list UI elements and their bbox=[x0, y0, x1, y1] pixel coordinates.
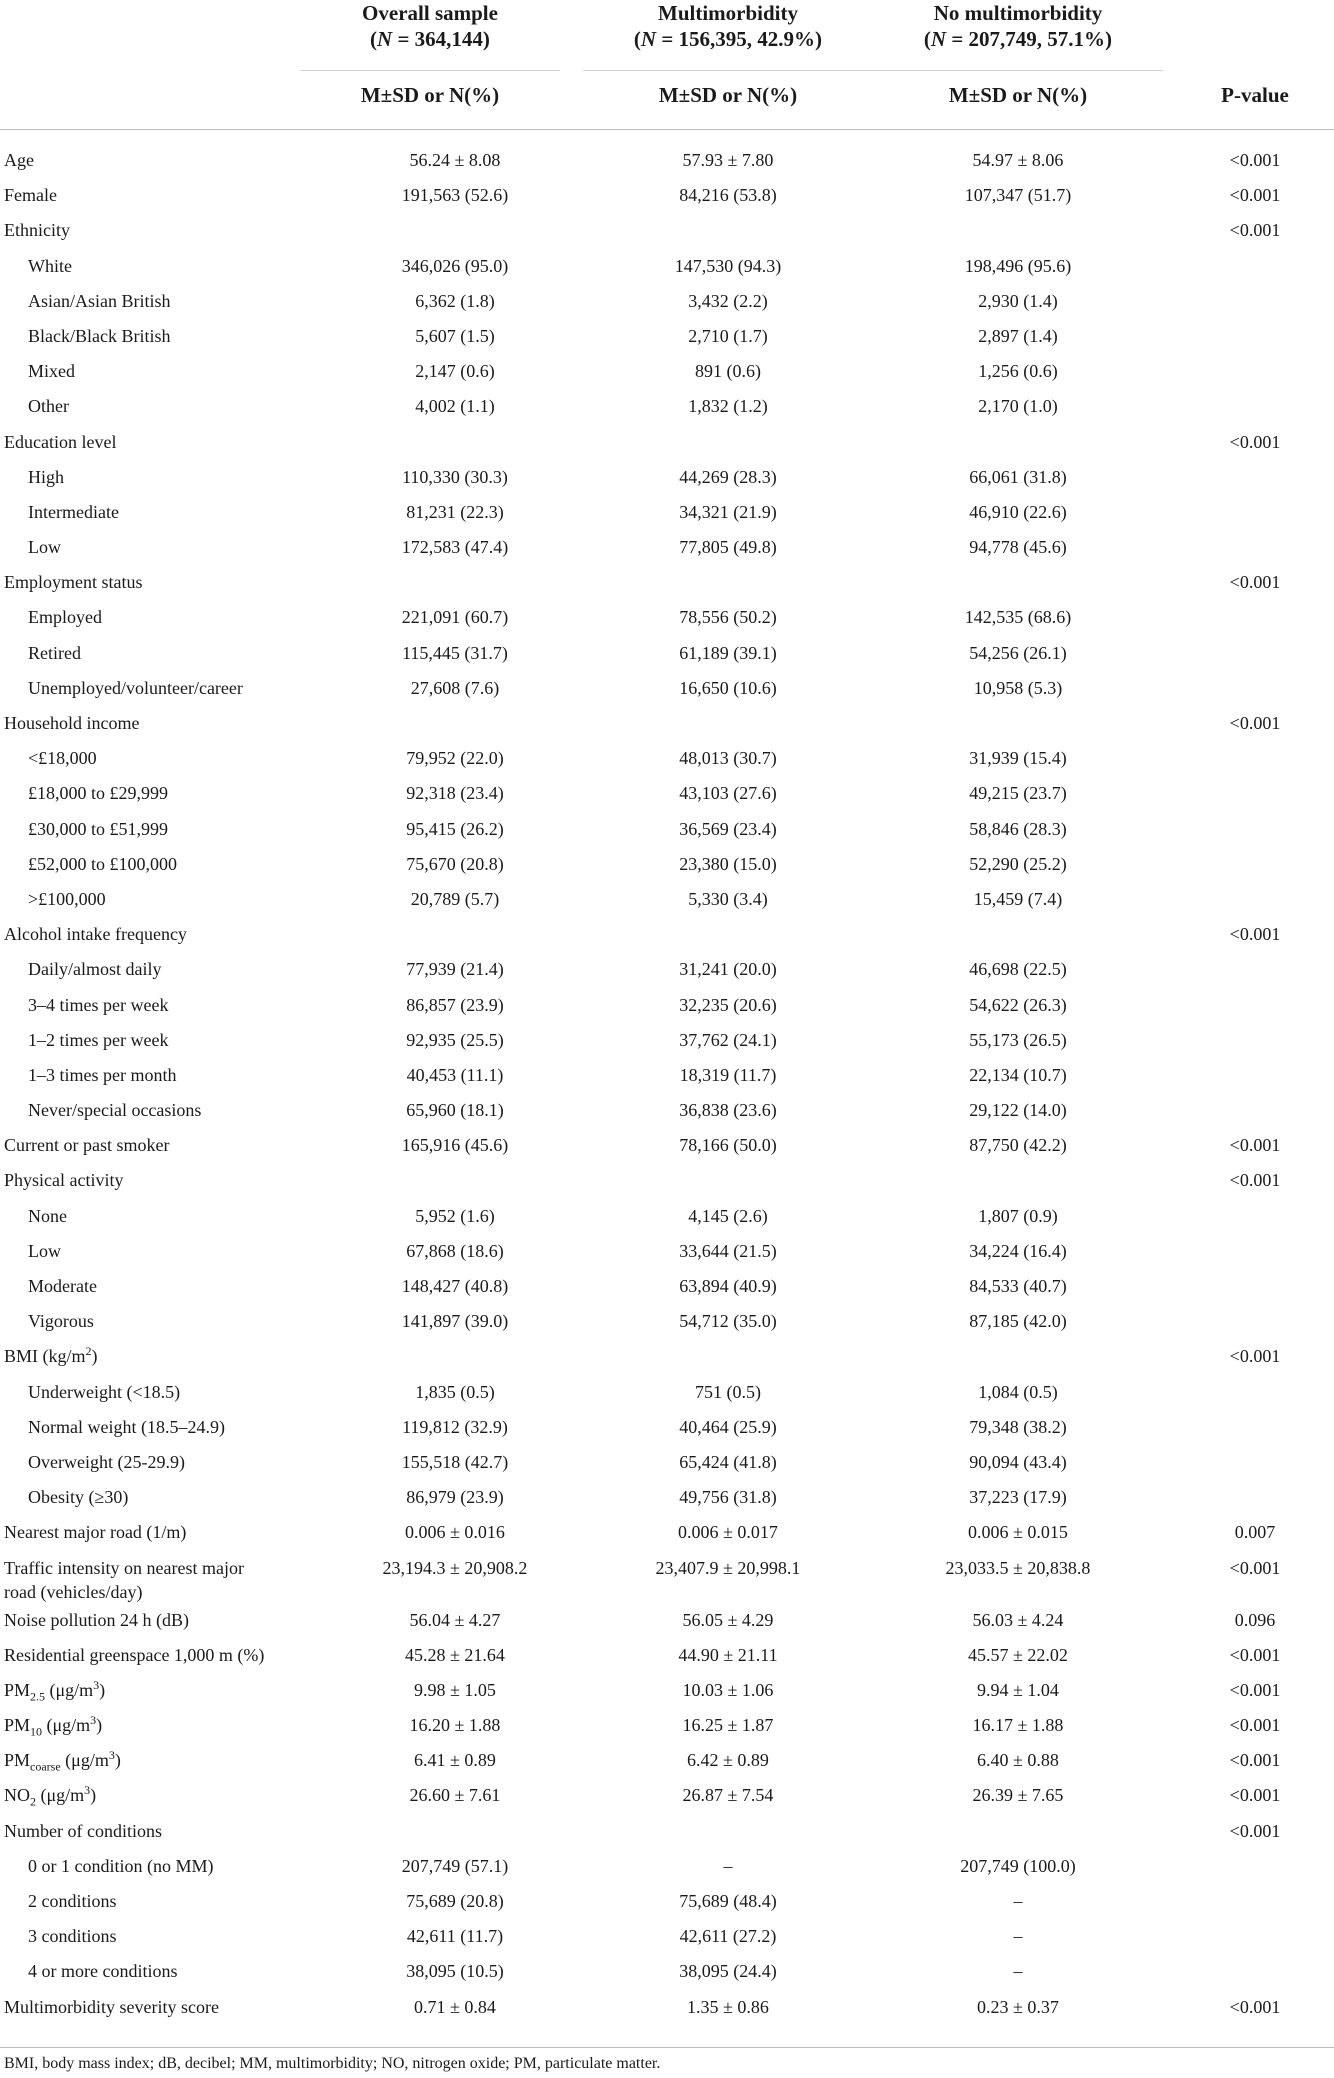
cell-multimorbidity: 33,644 (21.5) bbox=[679, 1240, 777, 1261]
cell-multimorbidity: 31,241 (20.0) bbox=[679, 959, 777, 980]
cell-multimorbidity: 48,013 (30.7) bbox=[679, 748, 777, 769]
row-label: High bbox=[28, 466, 64, 487]
cell-overall: 38,095 (10.5) bbox=[406, 1961, 504, 1982]
cell-multimorbidity: 49,756 (31.8) bbox=[679, 1487, 777, 1508]
cell-multimorbidity: 26.87 ± 7.54 bbox=[682, 1785, 774, 1806]
table-row bbox=[0, 1639, 1334, 1674]
cell-overall: 5,952 (1.6) bbox=[415, 1205, 495, 1226]
cell-multimorbidity: 44.90 ± 21.11 bbox=[678, 1644, 778, 1665]
cell-overall: 221,091 (60.7) bbox=[401, 607, 509, 628]
cell-no-multimorbidity: – bbox=[1013, 1891, 1023, 1911]
table-row bbox=[0, 1552, 1334, 1604]
cell-no-multimorbidity: 87,185 (42.0) bbox=[969, 1311, 1067, 1332]
cell-pvalue: <0.001 bbox=[1229, 1750, 1281, 1771]
cell-multimorbidity: 42,611 (27.2) bbox=[679, 1926, 777, 1947]
table-body bbox=[0, 144, 1334, 2026]
table-row bbox=[0, 989, 1334, 1024]
cell-no-multimorbidity: 46,910 (22.6) bbox=[969, 501, 1067, 522]
cell-no-multimorbidity: 58,846 (28.3) bbox=[969, 818, 1067, 839]
table-row bbox=[0, 1059, 1334, 1094]
cell-pvalue: <0.001 bbox=[1229, 150, 1281, 170]
cell-overall: 23,194.3 ± 20,908.2 bbox=[382, 1557, 528, 1578]
cell-no-multimorbidity: 2,930 (1.4) bbox=[978, 290, 1058, 311]
cell-pvalue: <0.001 bbox=[1229, 572, 1281, 593]
cell-no-multimorbidity: 34,224 (16.4) bbox=[969, 1240, 1067, 1261]
row-label: 4 or more conditions bbox=[28, 1961, 178, 1982]
row-label: Ethnicity bbox=[4, 220, 70, 241]
table-row bbox=[0, 777, 1334, 812]
cell-multimorbidity: 1.35 ± 0.86 bbox=[687, 1996, 769, 2017]
cell-multimorbidity: 38,095 (24.4) bbox=[679, 1961, 777, 1982]
table-row bbox=[0, 1709, 1334, 1744]
row-label: Black/Black British bbox=[28, 325, 171, 346]
table-row bbox=[0, 1674, 1334, 1709]
cell-no-multimorbidity: 1,807 (0.9) bbox=[978, 1205, 1058, 1226]
cell-multimorbidity: 34,321 (21.9) bbox=[679, 501, 777, 522]
row-label: Moderate bbox=[28, 1276, 97, 1296]
cell-overall: 1,835 (0.5) bbox=[415, 1381, 495, 1402]
table-row bbox=[0, 707, 1334, 742]
cell-overall: 75,670 (20.8) bbox=[406, 853, 504, 874]
cell-multimorbidity: 16,650 (10.6) bbox=[679, 677, 777, 698]
table-row bbox=[0, 1481, 1334, 1516]
row-label: Nearest major road (1/m) bbox=[4, 1522, 187, 1543]
cell-pvalue: <0.001 bbox=[1229, 431, 1281, 452]
table-row bbox=[0, 1164, 1334, 1199]
table-row bbox=[0, 1850, 1334, 1885]
row-label: £52,000 to £100,000 bbox=[28, 853, 178, 874]
row-label: Mixed bbox=[28, 361, 75, 382]
row-label: Asian/Asian British bbox=[28, 290, 171, 311]
cell-no-multimorbidity: 37,223 (17.9) bbox=[969, 1487, 1067, 1508]
table-row bbox=[0, 144, 1334, 179]
row-label: Alcohol intake frequency bbox=[4, 924, 187, 945]
cell-multimorbidity: 23,380 (15.0) bbox=[679, 853, 777, 874]
table-row bbox=[0, 1516, 1334, 1551]
cell-multimorbidity: 36,838 (23.6) bbox=[679, 1100, 777, 1121]
cell-no-multimorbidity: – bbox=[1013, 1961, 1023, 1982]
table-row bbox=[0, 1305, 1334, 1340]
cell-no-multimorbidity: 55,173 (26.5) bbox=[969, 1029, 1067, 1050]
cell-multimorbidity: 44,269 (28.3) bbox=[679, 466, 777, 487]
table-row bbox=[0, 1744, 1334, 1779]
group-n: (N = 207,749, 57.1%) bbox=[923, 27, 1113, 51]
cell-multimorbidity: 2,710 (1.7) bbox=[688, 325, 768, 346]
table-row bbox=[0, 1024, 1334, 1059]
table-row bbox=[0, 390, 1334, 425]
row-label: Age bbox=[4, 150, 34, 170]
table-row bbox=[0, 320, 1334, 355]
table-row bbox=[0, 355, 1334, 390]
table-row bbox=[0, 1270, 1334, 1305]
row-label: 2 conditions bbox=[28, 1891, 117, 1911]
subheader-multimorbidity: M±SD or N(%) bbox=[658, 83, 798, 107]
cell-overall: 6,362 (1.8) bbox=[415, 290, 495, 311]
row-label: $PM_{10}$ $(\mu g/m^3)$ bbox=[4, 1713, 103, 1739]
row-label: Daily/almost daily bbox=[28, 959, 162, 980]
table-row bbox=[0, 179, 1334, 214]
cell-no-multimorbidity: 54,622 (26.3) bbox=[969, 994, 1067, 1015]
table-row bbox=[0, 1885, 1334, 1920]
cell-overall: 26.60 ± 7.61 bbox=[409, 1785, 501, 1806]
cell-multimorbidity: 57.93 ± 7.80 bbox=[682, 150, 774, 170]
row-label: Normal weight (18.5–24.9) bbox=[28, 1416, 225, 1437]
cell-no-multimorbidity: 31,939 (15.4) bbox=[969, 748, 1067, 769]
row-label: White bbox=[28, 255, 72, 276]
cell-multimorbidity: 147,530 (94.3) bbox=[674, 255, 782, 276]
cell-overall: 141,897 (39.0) bbox=[401, 1311, 509, 1332]
table-row bbox=[0, 250, 1334, 285]
group-header-multimorbidity bbox=[583, 0, 873, 52]
cell-overall: 172,583 (47.4) bbox=[401, 537, 509, 558]
cell-multimorbidity: 54,712 (35.0) bbox=[679, 1311, 777, 1332]
cell-overall: 75,689 (20.8) bbox=[406, 1891, 504, 1911]
cell-overall: 86,979 (23.9) bbox=[406, 1487, 504, 1508]
cell-pvalue: <0.001 bbox=[1229, 1557, 1281, 1578]
row-label: <£18,000 bbox=[28, 748, 97, 769]
cell-no-multimorbidity: 52,290 (25.2) bbox=[969, 853, 1067, 874]
table-row bbox=[0, 1991, 1334, 2026]
table-row bbox=[0, 918, 1334, 953]
cell-pvalue: <0.001 bbox=[1229, 1785, 1281, 1806]
subheader-overall: M±SD or N(%) bbox=[360, 83, 500, 107]
cell-no-multimorbidity: 6.40 ± 0.88 bbox=[977, 1750, 1059, 1771]
row-label: Low bbox=[28, 1240, 61, 1261]
table-row bbox=[0, 1235, 1334, 1270]
table-row bbox=[0, 1604, 1334, 1639]
cell-pvalue: <0.001 bbox=[1229, 1820, 1281, 1841]
cell-pvalue: <0.001 bbox=[1229, 713, 1281, 733]
cell-no-multimorbidity: 66,061 (31.8) bbox=[969, 466, 1067, 487]
cell-no-multimorbidity: 26.39 ± 7.65 bbox=[972, 1785, 1064, 1806]
row-label: $NO_2$ $(\mu g/m^3)$ bbox=[4, 1783, 97, 1810]
cell-multimorbidity: 40,464 (25.9) bbox=[679, 1416, 777, 1437]
cell-overall: 9.98 ± 1.05 bbox=[414, 1679, 496, 1700]
cell-multimorbidity: 43,103 (27.6) bbox=[679, 783, 777, 804]
cell-no-multimorbidity: 49,215 (23.7) bbox=[969, 783, 1067, 804]
cell-overall: 42,611 (11.7) bbox=[406, 1926, 504, 1947]
cell-overall: 165,916 (45.6) bbox=[401, 1135, 509, 1156]
cell-overall: 92,935 (25.5) bbox=[406, 1029, 504, 1050]
cell-multimorbidity: 3,432 (2.2) bbox=[688, 290, 768, 311]
cell-no-multimorbidity: 45.57 ± 22.02 bbox=[968, 1644, 1068, 1665]
row-label: Never/special occasions bbox=[28, 1100, 202, 1121]
cell-no-multimorbidity: 90,094 (43.4) bbox=[969, 1451, 1067, 1472]
cell-no-multimorbidity: 198,496 (95.6) bbox=[964, 255, 1072, 276]
cell-no-multimorbidity: 16.17 ± 1.88 bbox=[972, 1715, 1064, 1736]
cell-no-multimorbidity: 0.006 ± 0.015 bbox=[968, 1522, 1068, 1543]
row-label: Number of conditions bbox=[4, 1820, 162, 1841]
cell-multimorbidity: 891 (0.6) bbox=[695, 361, 761, 382]
row-label: Intermediate bbox=[28, 501, 119, 522]
cell-multimorbidity: 23,407.9 ± 20,998.1 bbox=[655, 1557, 801, 1578]
row-label: Vigorous bbox=[28, 1311, 94, 1332]
row-label: BMI $(kg/m^2)$ bbox=[4, 1344, 98, 1367]
cell-multimorbidity: 0.006 ± 0.017 bbox=[678, 1522, 778, 1543]
subheader-pvalue: P-value bbox=[1221, 83, 1289, 107]
row-label: Employment status bbox=[4, 572, 143, 593]
cell-no-multimorbidity: 0.23 ± 0.37 bbox=[977, 1996, 1059, 2017]
subheader-no-multimorbidity: M±SD or N(%) bbox=[948, 83, 1088, 107]
cell-no-multimorbidity: 56.03 ± 4.24 bbox=[972, 1609, 1064, 1630]
cell-no-multimorbidity: 79,348 (38.2) bbox=[969, 1416, 1067, 1437]
cell-overall: 95,415 (26.2) bbox=[406, 818, 504, 839]
table-row bbox=[0, 1815, 1334, 1850]
row-label: £18,000 to £29,999 bbox=[28, 783, 169, 804]
cell-overall: 207,749 (57.1) bbox=[401, 1855, 509, 1876]
cell-pvalue: <0.001 bbox=[1229, 1715, 1281, 1736]
row-label: 1–2 times per week bbox=[28, 1029, 169, 1050]
cell-multimorbidity: 61,189 (39.1) bbox=[679, 642, 777, 663]
cell-overall: 77,939 (21.4) bbox=[406, 959, 504, 980]
group-header-overall bbox=[300, 0, 560, 52]
cell-no-multimorbidity: 207,749 (100.0) bbox=[960, 1855, 1076, 1876]
cell-multimorbidity: 5,330 (3.4) bbox=[688, 888, 768, 909]
row-label: Traffic intensity on nearest major road (vehicles/day) bbox=[4, 1557, 244, 1602]
cell-no-multimorbidity: 29,122 (14.0) bbox=[969, 1100, 1067, 1121]
cell-overall: 155,518 (42.7) bbox=[401, 1451, 509, 1472]
table-row bbox=[0, 496, 1334, 531]
group-name: No multimorbidity bbox=[933, 1, 1103, 25]
row-label: Underweight (<18.5) bbox=[28, 1381, 181, 1402]
table-row bbox=[0, 531, 1334, 566]
cell-multimorbidity: 75,689 (48.4) bbox=[679, 1891, 777, 1911]
cell-overall: 0.71 ± 0.84 bbox=[414, 1996, 496, 2017]
row-label: Overweight (25-29.9) bbox=[28, 1451, 185, 1472]
cell-no-multimorbidity: 54.97 ± 8.06 bbox=[972, 150, 1064, 170]
cell-overall: 115,445 (31.7) bbox=[402, 642, 508, 663]
cell-overall: 45.28 ± 21.64 bbox=[405, 1644, 505, 1665]
cell-no-multimorbidity: 142,535 (68.6) bbox=[964, 607, 1072, 628]
row-label: Female bbox=[4, 185, 57, 206]
cell-no-multimorbidity: 87,750 (42.2) bbox=[969, 1135, 1067, 1156]
cell-no-multimorbidity: 54,256 (26.1) bbox=[969, 642, 1067, 663]
cell-multimorbidity: 84,216 (53.8) bbox=[679, 185, 777, 206]
cell-no-multimorbidity: 15,459 (7.4) bbox=[973, 888, 1063, 909]
cell-multimorbidity: 10.03 ± 1.06 bbox=[682, 1679, 774, 1700]
cell-no-multimorbidity: 1,084 (0.5) bbox=[978, 1381, 1058, 1402]
row-label: 1–3 times per month bbox=[28, 1064, 177, 1085]
table-row bbox=[0, 883, 1334, 918]
cell-overall: 191,563 (52.6) bbox=[401, 185, 509, 206]
cell-no-multimorbidity: 10,958 (5.3) bbox=[973, 677, 1063, 698]
row-label: Noise pollution 24 h (dB) bbox=[4, 1609, 189, 1630]
table-row bbox=[0, 426, 1334, 461]
table-row bbox=[0, 601, 1334, 636]
cell-multimorbidity: 36,569 (23.4) bbox=[679, 818, 777, 839]
cell-pvalue: <0.001 bbox=[1229, 924, 1281, 945]
footer-rule bbox=[0, 2047, 1334, 2048]
cell-overall: 6.41 ± 0.89 bbox=[414, 1750, 496, 1771]
table-row bbox=[0, 637, 1334, 672]
table-row bbox=[0, 214, 1334, 249]
table-row bbox=[0, 1094, 1334, 1129]
row-label: None bbox=[28, 1205, 67, 1226]
cell-multimorbidity: – bbox=[723, 1855, 733, 1876]
cell-no-multimorbidity: 107,347 (51.7) bbox=[964, 185, 1072, 206]
cell-overall: 119,812 (32.9) bbox=[402, 1416, 508, 1437]
cell-multimorbidity: 65,424 (41.8) bbox=[679, 1451, 777, 1472]
cell-overall: 92,318 (23.4) bbox=[406, 783, 504, 804]
table-footnote: BMI, body mass index; dB, decibel; MM, multimorbidity; NO, nitrogen oxide; PM, particulate matter. bbox=[4, 2055, 661, 2072]
row-label: £30,000 to £51,999 bbox=[28, 818, 169, 839]
cell-pvalue: <0.001 bbox=[1229, 1346, 1281, 1367]
row-label: Other bbox=[28, 396, 69, 417]
row-label: $PM_{coarse}$ $(\mu g/m^3)$ bbox=[4, 1748, 121, 1774]
cell-multimorbidity: 37,762 (24.1) bbox=[679, 1029, 777, 1050]
row-label: Residential greenspace 1,000 m (%) bbox=[4, 1644, 265, 1665]
table-row bbox=[0, 953, 1334, 988]
table-row bbox=[0, 1779, 1334, 1814]
cell-overall: 16.20 ± 1.88 bbox=[409, 1715, 501, 1736]
cell-pvalue: <0.001 bbox=[1229, 1644, 1281, 1665]
table-row bbox=[0, 566, 1334, 601]
table-row bbox=[0, 848, 1334, 883]
row-label: Obesity (≥30) bbox=[28, 1487, 129, 1508]
table-row bbox=[0, 1411, 1334, 1446]
cell-multimorbidity: 1,832 (1.2) bbox=[688, 396, 768, 417]
table-row bbox=[0, 813, 1334, 848]
cell-no-multimorbidity: 2,170 (1.0) bbox=[978, 396, 1058, 417]
cell-overall: 148,427 (40.8) bbox=[401, 1276, 509, 1296]
group-name: Multimorbidity bbox=[658, 1, 798, 25]
cell-multimorbidity: 32,235 (20.6) bbox=[679, 994, 777, 1015]
cell-no-multimorbidity: 84,533 (40.7) bbox=[969, 1276, 1067, 1296]
row-label: 3–4 times per week bbox=[28, 994, 169, 1015]
cell-overall: 5,607 (1.5) bbox=[415, 325, 495, 346]
cell-pvalue: 0.096 bbox=[1234, 1609, 1276, 1630]
cell-no-multimorbidity: 46,698 (22.5) bbox=[969, 959, 1067, 980]
cell-pvalue: 0.007 bbox=[1234, 1522, 1276, 1543]
cell-overall: 0.006 ± 0.016 bbox=[405, 1522, 505, 1543]
cell-no-multimorbidity: 1,256 (0.6) bbox=[978, 361, 1058, 382]
cell-overall: 56.24 ± 8.08 bbox=[409, 150, 501, 170]
table-row bbox=[0, 285, 1334, 320]
row-label: Physical activity bbox=[4, 1170, 124, 1191]
cell-multimorbidity: 4,145 (2.6) bbox=[688, 1205, 768, 1226]
table-row bbox=[0, 1376, 1334, 1411]
table-row bbox=[0, 742, 1334, 777]
cell-multimorbidity: 751 (0.5) bbox=[695, 1381, 761, 1402]
group-n: (N = 156,395, 42.9%) bbox=[633, 27, 823, 51]
cell-no-multimorbidity: 2,897 (1.4) bbox=[978, 325, 1058, 346]
row-label: Household income bbox=[4, 713, 140, 733]
cell-pvalue: <0.001 bbox=[1229, 185, 1281, 206]
cell-multimorbidity: 16.25 ± 1.87 bbox=[682, 1715, 774, 1736]
group-n: (N = 364,144) bbox=[370, 27, 490, 51]
cell-overall: 27,608 (7.6) bbox=[410, 677, 500, 698]
cell-multimorbidity: 78,166 (50.0) bbox=[679, 1135, 777, 1156]
cell-overall: 2,147 (0.6) bbox=[415, 361, 495, 382]
cell-overall: 65,960 (18.1) bbox=[406, 1100, 504, 1121]
cell-no-multimorbidity: 94,778 (45.6) bbox=[969, 537, 1067, 558]
table-header bbox=[0, 0, 1334, 130]
group-header-no-multimorbidity bbox=[873, 0, 1163, 52]
cell-no-multimorbidity: 23,033.5 ± 20,838.8 bbox=[945, 1557, 1091, 1578]
row-label: 0 or 1 condition (no MM) bbox=[28, 1855, 214, 1876]
cell-overall: 4,002 (1.1) bbox=[415, 396, 495, 417]
row-label: Unemployed/volunteer/career bbox=[28, 677, 243, 698]
table-row bbox=[0, 1920, 1334, 1955]
cell-overall: 40,453 (11.1) bbox=[406, 1064, 504, 1085]
cell-pvalue: <0.001 bbox=[1229, 1996, 1281, 2017]
group-rule bbox=[583, 70, 873, 71]
table-row bbox=[0, 1955, 1334, 1990]
table-row bbox=[0, 461, 1334, 496]
cell-overall: 81,231 (22.3) bbox=[406, 501, 504, 522]
cell-multimorbidity: 78,556 (50.2) bbox=[679, 607, 777, 628]
cell-multimorbidity: 56.05 ± 4.29 bbox=[682, 1609, 774, 1630]
group-rule bbox=[300, 70, 560, 71]
cell-multimorbidity: 6.42 ± 0.89 bbox=[687, 1750, 769, 1771]
group-name: Overall sample bbox=[362, 1, 498, 25]
table-row bbox=[0, 672, 1334, 707]
row-label: Education level bbox=[4, 431, 117, 452]
cell-no-multimorbidity: – bbox=[1013, 1926, 1023, 1947]
cell-no-multimorbidity: 9.94 ± 1.04 bbox=[977, 1679, 1059, 1700]
cell-pvalue: <0.001 bbox=[1229, 1170, 1281, 1191]
row-label: >£100,000 bbox=[28, 888, 106, 909]
cell-overall: 86,857 (23.9) bbox=[406, 994, 504, 1015]
table-row bbox=[0, 1446, 1334, 1481]
row-label: Current or past smoker bbox=[4, 1135, 170, 1156]
cell-multimorbidity: 18,319 (11.7) bbox=[679, 1064, 777, 1085]
table-row bbox=[0, 1340, 1334, 1375]
cell-pvalue: <0.001 bbox=[1229, 220, 1281, 241]
cell-overall: 20,789 (5.7) bbox=[410, 888, 500, 909]
cell-overall: 79,952 (22.0) bbox=[406, 748, 504, 769]
table-row bbox=[0, 1129, 1334, 1164]
cell-pvalue: <0.001 bbox=[1229, 1135, 1281, 1156]
cell-multimorbidity: 77,805 (49.8) bbox=[679, 537, 777, 558]
cell-overall: 67,868 (18.6) bbox=[406, 1240, 504, 1261]
row-label: Retired bbox=[28, 642, 81, 663]
row-label: $PM_{2.5}$ $(\mu g/m^3)$ bbox=[4, 1677, 106, 1704]
row-label: Multimorbidity severity score bbox=[4, 1996, 219, 2017]
cell-overall: 110,330 (30.3) bbox=[402, 466, 508, 487]
cell-no-multimorbidity: 22,134 (10.7) bbox=[969, 1064, 1067, 1085]
cell-overall: 346,026 (95.0) bbox=[401, 255, 509, 276]
cell-pvalue: <0.001 bbox=[1229, 1679, 1281, 1700]
cell-multimorbidity: 63,894 (40.9) bbox=[679, 1276, 777, 1296]
row-label: 3 conditions bbox=[28, 1926, 117, 1947]
table-row bbox=[0, 1200, 1334, 1235]
group-rule bbox=[873, 70, 1163, 71]
row-label: Employed bbox=[28, 607, 102, 628]
header-rule bbox=[0, 129, 1334, 130]
cell-overall: 56.04 ± 4.27 bbox=[409, 1609, 501, 1630]
row-label: Low bbox=[28, 537, 61, 558]
